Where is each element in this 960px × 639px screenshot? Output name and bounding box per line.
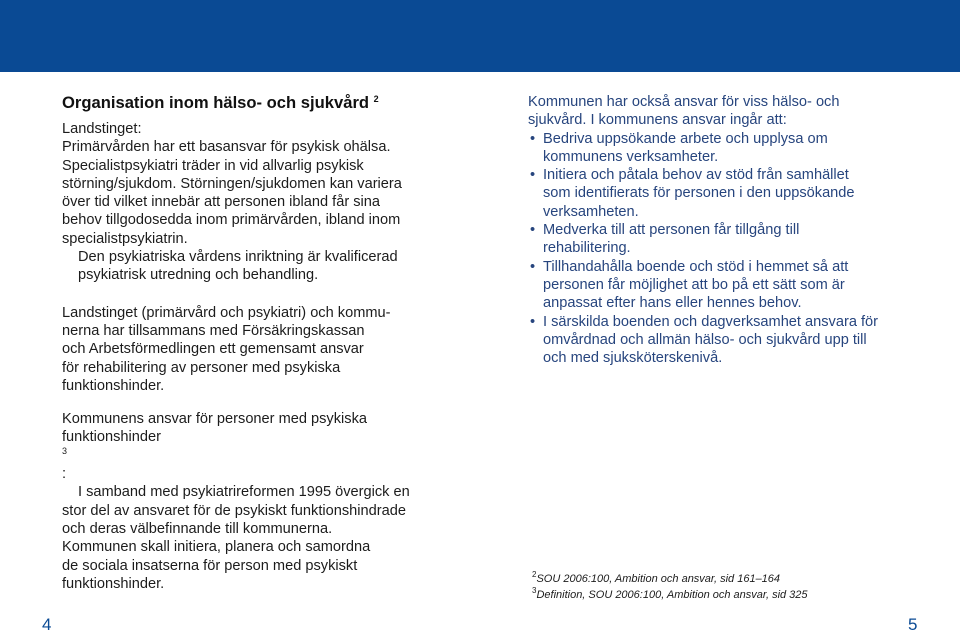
page-number-right: 5	[908, 615, 918, 634]
footnote-3: $^3$Definition, SOU 2006:100, Ambition och ansvar, sid 325	[532, 586, 808, 601]
footnote-ref-2: 2	[373, 94, 379, 104]
footnote-2: $^2$SOU 2006:100, Ambition och ansvar, sid 161–164	[532, 570, 781, 585]
section-heading: Organisation inom hälso- och sjukvård $^2$	[62, 93, 379, 112]
footnotes	[532, 571, 808, 603]
kommunens-ansvar-heading: Kommunens ansvar för personer med psykiska funktionshinder $^3$ :	[62, 411, 367, 483]
header-band	[0, 0, 960, 72]
right-column	[528, 93, 913, 367]
page-number-left: 4	[42, 615, 52, 634]
right-intro: Kommunen har också ansvar för viss hälso- och sjukvård. I kommunens ansvar ingår att:	[528, 94, 840, 129]
list-item: • Medverka till att personen får tillgång till rehabilitering.	[528, 221, 913, 258]
list-item: • I särskilda boenden och dagverksamhet ansvara för omvårdnad och allmän hälso- och sjukvård upp till och med sjuksköterskenivå.	[528, 313, 913, 368]
responsibility-list	[528, 130, 913, 368]
footnote-ref-3: 3	[62, 445, 68, 456]
rehabilitering-paragraph: Landstinget (primärvård och psykiatri) och kommu- nerna har tillsammans med Försäkringskassan och Arbetsförmedlingen ett gemensamt ansvar för rehabilitering av personer med psykiska funktionshinder.	[62, 304, 391, 394]
list-item: • Tillhandahålla boende och stöd i hemmet så att personen får möjlighet att bo på ett sätt som är anpassat efter hans eller hennes behov.	[528, 258, 913, 313]
left-column	[62, 93, 457, 593]
list-item: • Initiera och påtala behov av stöd från samhället som identifierats för personen i den uppsökande verksamheten.	[528, 166, 913, 221]
kommunens-ansvar-paragraph: I samband med psykiatrireformen 1995 övergick en stor del av ansvaret för de psykiskt funktionshindrade och deras välbefinnande till kommunerna. Kommunen skall initiera, planera och samordna de sociala insatserna för person med psykiskt funktionshinder.	[62, 484, 410, 592]
psykiatri-paragraph: Den psykiatriska vårdens inriktning är kvalificerad psykiatrisk utredning och behandling.	[78, 249, 398, 284]
list-item: • Bedriva uppsökande arbete och upplysa om kommunens verksamheter.	[528, 130, 913, 167]
landstinget-paragraph: Landstinget: Primärvården har ett basansvar för psykisk ohälsa. Specialistpsykiatri träder in vid allvarlig psykisk störning/sjukdom. Störningen/sjukdomen kan variera över tid vilket innebär att personen ibland får sina behov tillgodosedda inom primärvården, ibland inom specialistpsykiatrin.	[62, 121, 402, 247]
